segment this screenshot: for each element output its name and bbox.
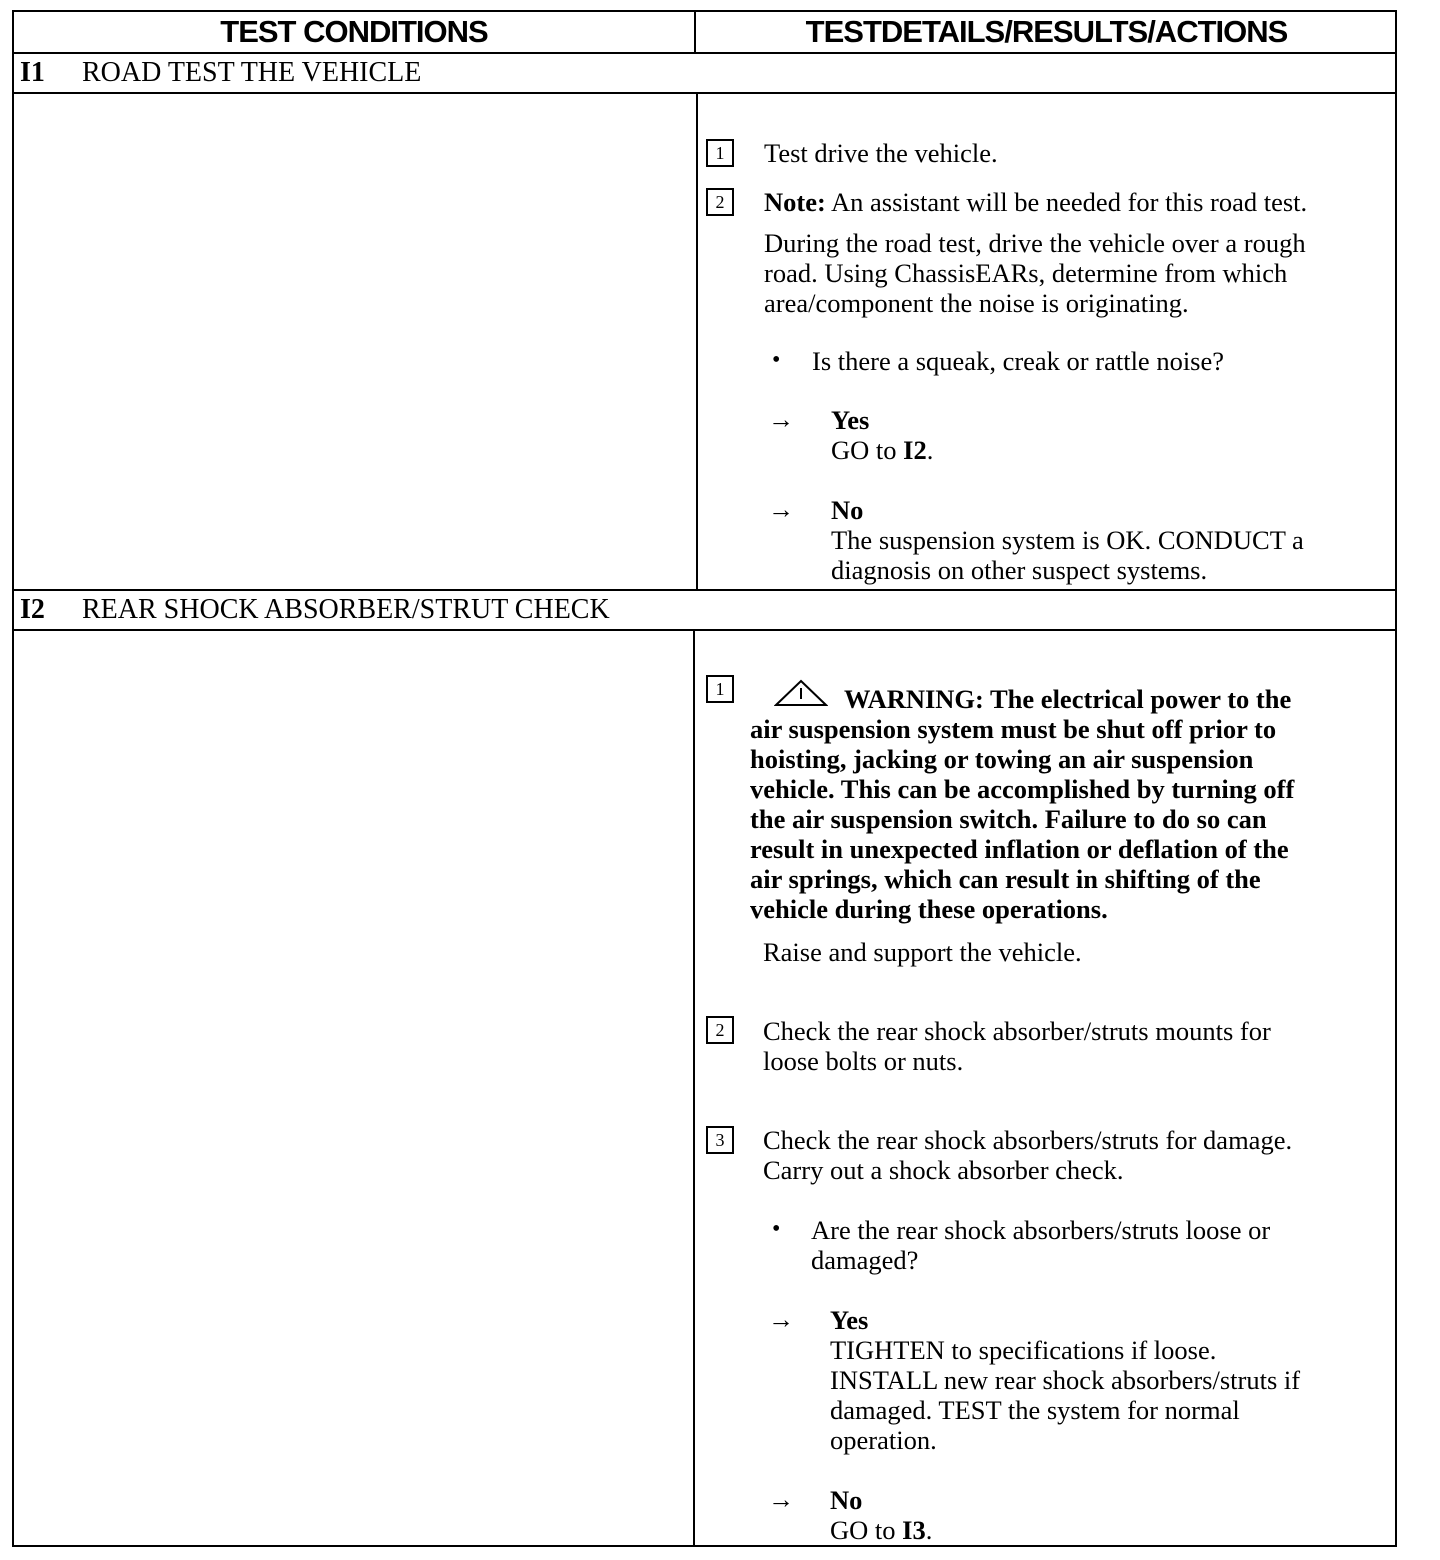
- paragraph-line: area/component the noise is originating.: [764, 288, 1189, 318]
- yes-action-line: operation.: [830, 1425, 937, 1455]
- yes-label: Yes: [830, 1305, 869, 1335]
- no-label: No: [831, 495, 864, 525]
- step-text: Carry out a shock absorber check.: [763, 1155, 1124, 1185]
- header-test-conditions: TEST CONDITIONS: [14, 12, 696, 54]
- note-label: Note:: [764, 187, 826, 217]
- step-text: Check the rear shock absorbers/struts for damage.: [763, 1125, 1293, 1155]
- bullet-icon: •: [772, 347, 781, 373]
- arrow-right-icon: →: [768, 1305, 794, 1334]
- step-number-box: 1: [706, 675, 734, 703]
- arrow-right-icon: →: [768, 405, 794, 434]
- question-text: Is there a squeak, creak or rattle noise?: [812, 346, 1225, 376]
- step-i1-id: I1: [20, 57, 45, 88]
- yes-action-line: INSTALL new rear shock absorbers/struts if: [830, 1365, 1301, 1395]
- step-text: Check the rear shock absorber/struts mounts for: [763, 1016, 1271, 1046]
- header-test-details: TESTDETAILS/RESULTS/ACTIONS: [696, 12, 1397, 54]
- step-number-box: 2: [706, 188, 734, 216]
- no-action-line: The suspension system is OK. CONDUCT a: [831, 525, 1304, 555]
- no-label: No: [830, 1485, 863, 1515]
- step-number-box: 3: [706, 1126, 734, 1154]
- column-divider: [696, 94, 698, 590]
- warning-line: vehicle. This can be accomplished by turning off: [750, 774, 1295, 804]
- warning-line: WARNING: The electrical power to the: [844, 684, 1292, 714]
- step-text: Test drive the vehicle.: [764, 138, 998, 168]
- column-divider: [693, 631, 695, 1545]
- paragraph-line: road. Using ChassisEARs, determine from which: [764, 258, 1288, 288]
- step-i2-title-row: [14, 591, 1395, 631]
- question-text: damaged?: [811, 1245, 919, 1275]
- step-text: loose bolts or nuts.: [763, 1046, 964, 1076]
- warning-line: hoisting, jacking or towing an air suspension: [750, 744, 1254, 774]
- yes-action-line: TIGHTEN to specifications if loose.: [830, 1335, 1217, 1365]
- warning-line: result in unexpected inflation or deflation of the: [750, 834, 1289, 864]
- step-number-box: 1: [706, 139, 734, 167]
- no-action-line: diagnosis on other suspect systems.: [831, 555, 1208, 585]
- arrow-right-icon: →: [768, 495, 794, 524]
- bullet-icon: •: [772, 1216, 781, 1242]
- yes-action-line: damaged. TEST the system for normal: [830, 1395, 1240, 1425]
- step-i2-title: REAR SHOCK ABSORBER/STRUT CHECK: [82, 594, 610, 625]
- question-text: Are the rear shock absorbers/struts loose or: [811, 1215, 1271, 1245]
- warning-line: air suspension system must be shut off prior to: [750, 714, 1277, 744]
- warning-line: air springs, which can result in shifting of the: [750, 864, 1261, 894]
- no-action: GO to I3.: [830, 1515, 933, 1545]
- warning-line: vehicle during these operations.: [750, 894, 1108, 924]
- yes-label: Yes: [831, 405, 870, 435]
- paragraph-line: During the road test, drive the vehicle over a rough: [764, 228, 1306, 258]
- step-text: Raise and support the vehicle.: [763, 937, 1082, 967]
- warning-line: the air suspension switch. Failure to do so can: [750, 804, 1267, 834]
- step-i1-title-row: [14, 54, 1395, 94]
- step-i2-id: I2: [20, 594, 45, 625]
- step-number-box: 2: [706, 1016, 734, 1044]
- arrow-right-icon: →: [768, 1485, 794, 1514]
- yes-action: GO to I2.: [831, 435, 934, 465]
- warning-block: [750, 684, 1390, 924]
- note-text: An assistant will be needed for this road test.: [830, 187, 1308, 217]
- step-i1-title: ROAD TEST THE VEHICLE: [82, 57, 422, 88]
- note-line: [764, 187, 1307, 217]
